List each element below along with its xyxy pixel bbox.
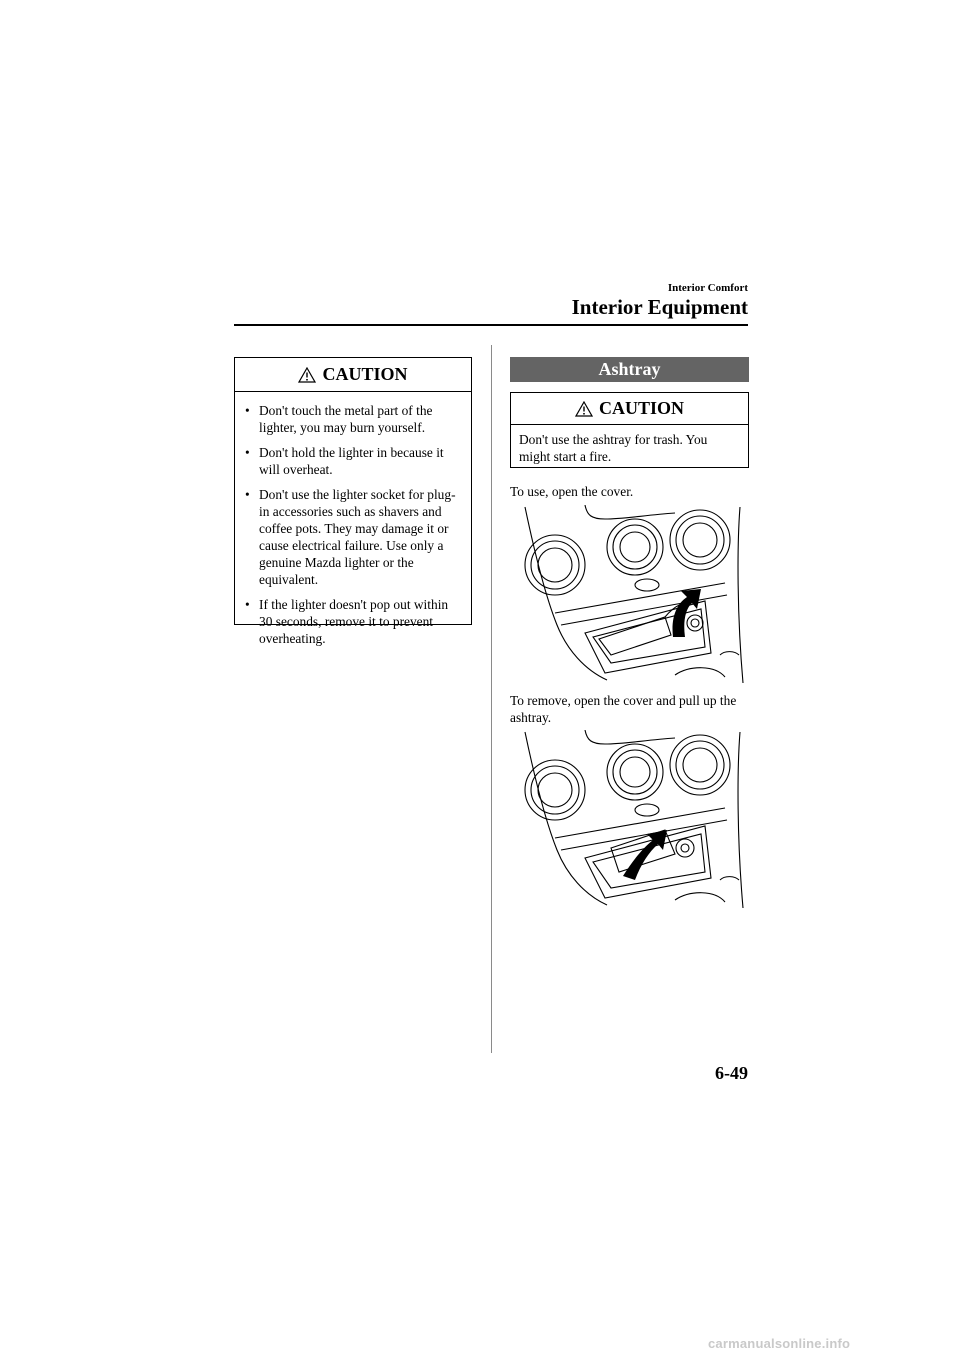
warning-triangle-icon xyxy=(575,401,593,417)
caution-header xyxy=(511,393,748,425)
header-rule xyxy=(234,324,748,326)
section-subtitle: Interior Comfort xyxy=(667,282,748,294)
watermark: carmanualsonline.info xyxy=(708,1336,851,1351)
caution-item: • If the lighter doesn't pop out within 30 seconds, remove it to prevent overheating. xyxy=(245,596,463,647)
caution-item: • Don't touch the metal part of the lighter, you may burn yourself. xyxy=(245,402,463,436)
caution-title: CAUTION xyxy=(598,398,684,418)
ashtray-caution-box xyxy=(510,392,749,468)
caution-item: • Don't hold the lighter in because it will overheat. xyxy=(245,444,463,478)
lighter-caution-box xyxy=(234,357,472,646)
ashtray-heading: Ashtray xyxy=(510,357,749,382)
section-title: Interior Equipment xyxy=(571,295,748,319)
ashtray-open-illustration xyxy=(515,505,745,683)
caution-list xyxy=(235,392,471,647)
open-instruction: To use, open the cover. xyxy=(510,484,634,499)
column-divider xyxy=(491,345,492,1053)
caution-header xyxy=(235,358,471,392)
warning-triangle-icon xyxy=(298,367,316,383)
remove-instruction: To remove, open the cover and pull up the ashtray. xyxy=(510,693,737,725)
caution-title: CAUTION xyxy=(322,364,408,384)
page-number: 6-49 xyxy=(715,1063,748,1083)
caution-item: • Don't use the lighter socket for plug-in accessories such as shavers and coffee pots. They may damage it or cause electrical failure. Use only a genuine Mazda lighter or the equivalent. xyxy=(245,486,463,588)
caution-text: Don't use the ashtray for trash. You might start a fire. xyxy=(519,432,708,464)
ashtray-remove-illustration xyxy=(515,730,745,908)
